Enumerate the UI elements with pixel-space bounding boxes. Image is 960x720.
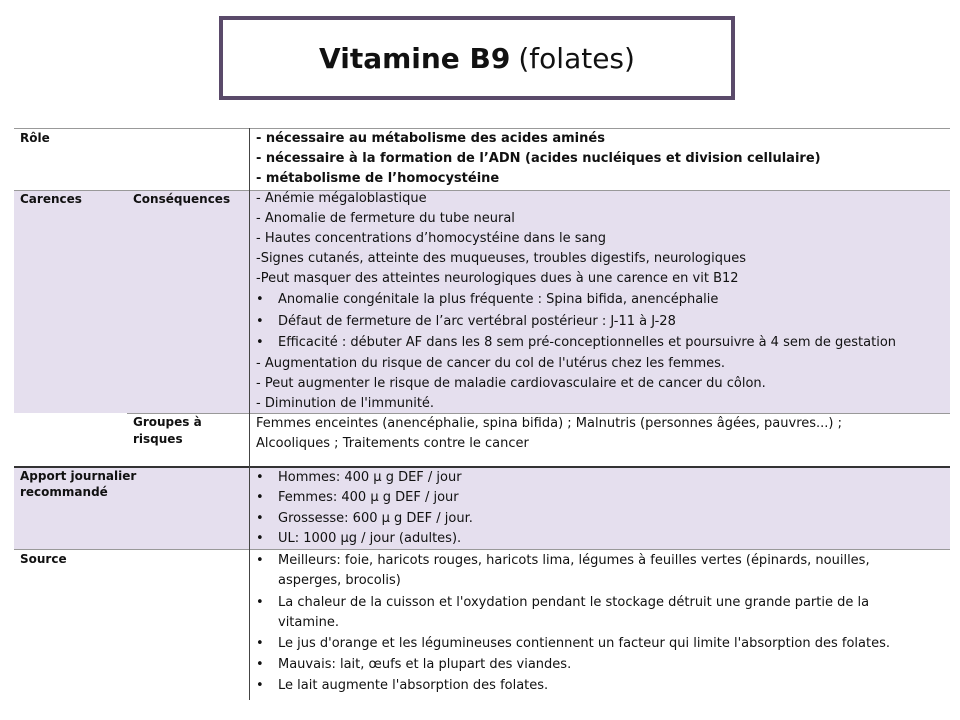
apport-text: Femmes: 400 µ g DEF / jour xyxy=(278,490,459,505)
label-groupes-2: risques xyxy=(133,432,183,446)
bullet-text: Défaut de fermeture de l’arc vertébral postérieur : J-11 à J-28 xyxy=(278,314,676,329)
label-source: Source xyxy=(20,552,67,566)
label-groupes-1: Groupes à xyxy=(133,415,202,429)
source-text: asperges, brocolis) xyxy=(278,573,401,588)
label-role: Rôle xyxy=(20,131,50,145)
apport-text: Hommes: 400 µ g DEF / jour xyxy=(278,470,462,485)
bullet-icon: • xyxy=(256,595,264,610)
source-text: Le jus d'orange et les légumineuses contiennent un facteur qui limite l'absorption des folates. xyxy=(278,636,890,651)
label-apport-1: Apport journalier xyxy=(20,469,137,483)
role-line: - nécessaire à la formation de l’ADN (acides nucléiques et division cellulaire) xyxy=(256,151,821,166)
apport-text: UL: 1000 µg / jour (adultes). xyxy=(278,531,462,546)
title-normal: (folates) xyxy=(518,41,635,75)
rule-source xyxy=(14,549,950,550)
source-text: La chaleur de la cuisson et l'oxydation pendant le stockage détruit une grande partie de la xyxy=(278,595,870,610)
bullet-icon: • xyxy=(256,470,264,485)
bullet-text: Efficacité : débuter AF dans les 8 sem pré-conceptionnelles et poursuivre à 4 sem de gestation xyxy=(278,335,897,350)
consequence-line: -Peut masquer des atteintes neurologiques dues à une carence en vit B12 xyxy=(256,271,739,286)
bullet-icon: • xyxy=(256,678,264,693)
bullet-icon: • xyxy=(256,511,264,526)
label-consequences: Conséquences xyxy=(133,192,231,206)
bullet-icon: • xyxy=(256,657,264,672)
role-line: - nécessaire au métabolisme des acides aminés xyxy=(256,131,605,146)
consequence-line: - Hautes concentrations d’homocystéine dans le sang xyxy=(256,231,606,246)
apport-text: Grossesse: 600 µ g DEF / jour. xyxy=(278,511,473,526)
role-line: - métabolisme de l’homocystéine xyxy=(256,171,500,186)
bullet-icon: • xyxy=(256,553,264,568)
bullet-text: Anomalie congénitale la plus fréquente : Spina bifida, anencéphalie xyxy=(278,292,719,307)
rule-carences xyxy=(14,190,950,191)
source-text: Le lait augmente l'absorption des folates. xyxy=(278,678,549,693)
title-box xyxy=(219,16,735,100)
bullet-icon: • xyxy=(256,490,264,505)
consequence-line: - Peut augmenter le risque de maladie cardiovasculaire et de cancer du côlon. xyxy=(256,376,766,391)
consequence-line: - Anomalie de fermeture du tube neural xyxy=(256,211,515,226)
band-apport xyxy=(14,467,950,549)
consequence-line: - Anémie mégaloblastique xyxy=(256,191,427,206)
source-text: Mauvais: lait, œufs et la plupart des viandes. xyxy=(278,657,572,672)
groupes-line: Alcooliques ; Traitements contre le cancer xyxy=(256,436,529,451)
label-carences: Carences xyxy=(20,192,82,206)
rule-apport xyxy=(14,466,950,468)
bullet-icon: • xyxy=(256,636,264,651)
bullet-icon: • xyxy=(256,335,264,350)
title-bold: Vitamine B9 xyxy=(319,41,511,75)
bullet-icon: • xyxy=(256,314,264,329)
consequence-line: -Signes cutanés, atteinte des muqueuses, troubles digestifs, neurologiques xyxy=(256,251,747,266)
source-text: Meilleurs: foie, haricots rouges, haricots lima, légumes à feuilles vertes (épinards, nouilles, xyxy=(278,553,870,568)
source-text: vitamine. xyxy=(278,615,340,630)
groupes-line: Femmes enceintes (anencéphalie, spina bifida) ; Malnutris (personnes âgées, pauvres...) ; xyxy=(256,416,843,431)
consequence-line: - Diminution de l'immunité. xyxy=(256,396,435,411)
consequence-line: - Augmentation du risque de cancer du col de l'utérus chez les femmes. xyxy=(256,356,726,371)
label-apport-2: recommandé xyxy=(20,485,108,499)
bullet-icon: • xyxy=(256,531,264,546)
column-divider xyxy=(249,128,250,700)
bullet-icon: • xyxy=(256,292,264,307)
